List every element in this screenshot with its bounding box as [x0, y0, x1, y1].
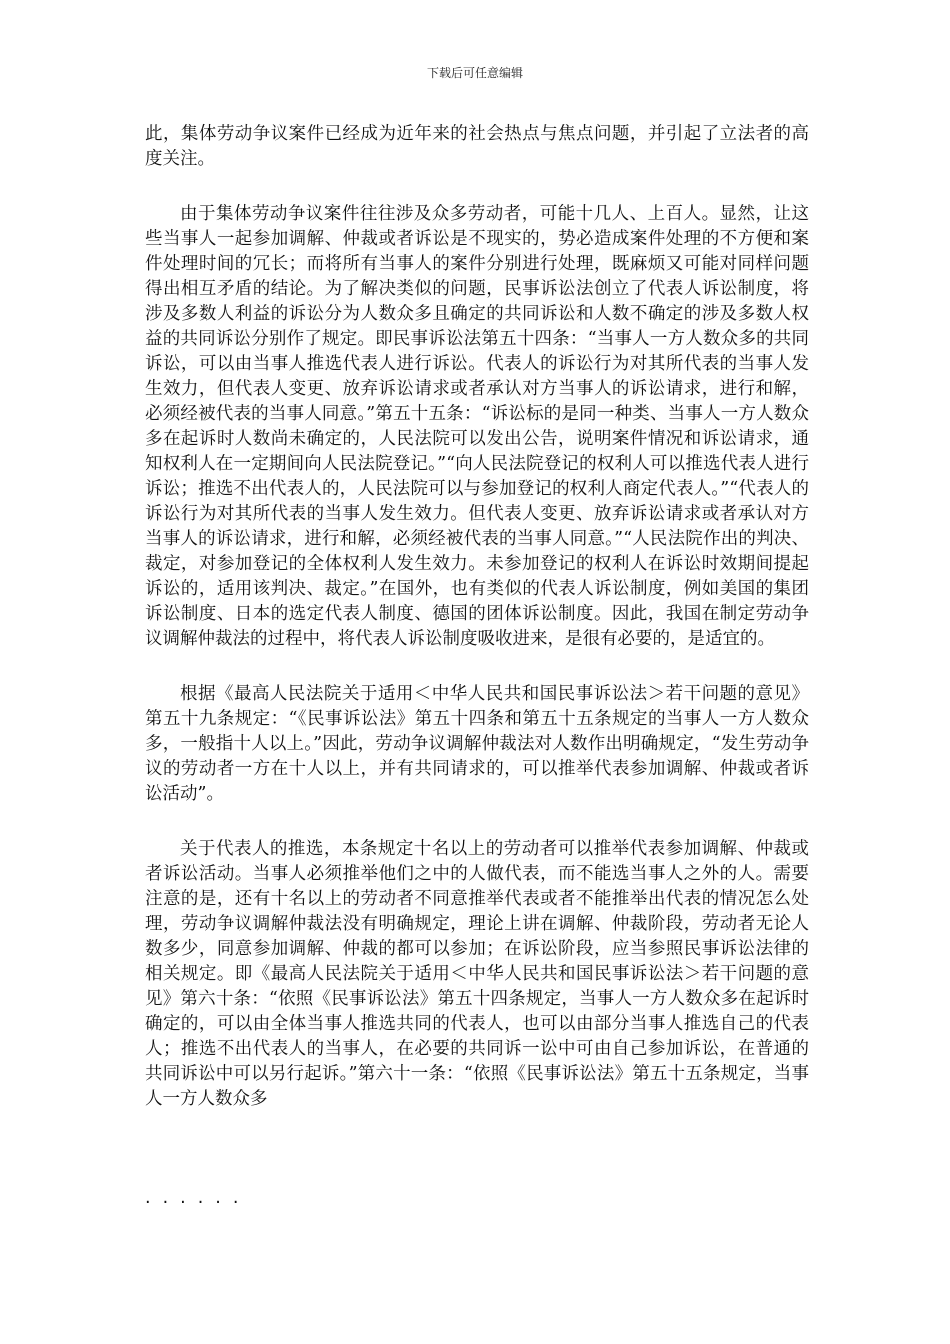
- document-body: [145, 122, 809, 1142]
- page-header-note: 下载后可任意编辑: [426, 66, 523, 80]
- paragraph-4: 关于代表人的推选，本条规定十名以上的劳动者可以推举代表参加调解、仲裁或者诉讼活动。当事人必须推举他们之中的人做代表，而不能选当事人之外的人。需要注意的是，还有十名以上的劳动者不同意推举代表或者不能推举出代表的情况怎么处理，劳动争议调解仲裁法没有明确规定，理论上讲在调解、仲裁阶段，劳动者无论人数多少，同意参加调解、仲裁的都可以参加；在诉讼阶段，应当参照民事诉讼法律的相关规定。即《最高人民法院关于适用＜中华人民共和国民事诉讼法＞若干问题的意见》第六十条：“依照《民事诉讼法》第五十四条规定，当事人一方人数众多在起诉时确定的，可以由全体当事人推选共同的代表人，也可以由部分当事人推选自己的代表人；推选不出代表人的当事人，在必要的共同诉一讼中可由自己参加诉讼，在普通的共同诉讼中可以另行起诉。”第六十一条：“依照《民事诉讼法》第五十五条规定，当事人一方人数众多: [145, 839, 809, 1109]
- paragraph-3: 根据《最高人民法院关于适用＜中华人民共和国民事诉讼法＞若干问题的意见》第五十九条规定：“《民事诉讼法》第五十四条和第五十五条规定的当事人一方人数众多，一般指十人以上。”因此，劳动争议调解仲裁法对人数作出明确规定，“发生劳动争议的劳动者一方在十人以上，并有共同请求的，可以推举代表参加调解、仲裁或者诉讼活动”。: [145, 684, 809, 804]
- paragraph-1: 此，集体劳动争议案件已经成为近年来的社会热点与焦点问题，并引起了立法者的高度关注。: [145, 124, 809, 169]
- continuation-ellipsis: ......: [145, 1188, 251, 1208]
- paragraph-2: 由于集体劳动争议案件往往涉及众多劳动者，可能十几人、上百人。显然，让这些当事人一起参加调解、仲裁或者诉讼是不现实的，势必造成案件处理的不方便和案件处理时间的冗长；而将所有当事人的案件分别进行处理，既麻烦又可能对同样问题得出相互矛盾的结论。为了解决类似的问题，民事诉讼法创立了代表人诉讼制度，将涉及多数人利益的诉讼分为人数众多且确定的共同诉讼和人数不确定的涉及多数人权益的共同诉讼分别作了规定。即民事诉讼法第五十四条：“当事人一方人数众多的共同诉讼，可以由当事人推选代表人进行诉讼。代表人的诉讼行为对其所代表的当事人发生效力，但代表人变更、放弃诉讼请求或者承认对方当事人的诉讼请求，进行和解，必须经被代表的当事人同意。”第五十五条：“诉讼标的是同一种类、当事人一方人数众多在起诉时人数尚未确定的，人民法院可以发出公告，说明案件情况和诉讼请求，通知权利人在一定期间向人民法院登记。”“向人民法院登记的权利人可以推选代表人进行诉讼；推选不出代表人的，人民法院可以与参加登记的权利人商定代表人。”“代表人的诉讼行为对其所代表的当事人发生效力。但代表人变更、放弃诉讼请求或者承认对方当事人的诉讼请求，进行和解，必须经被代表的当事人同意。”“人民法院作出的判决、裁定，对参加登记的全体权利人发生效力。未参加登记的权利人在诉讼时效期间提起诉讼的，适用该判决、裁定。”在国外，也有类似的代表人诉讼制度，例如美国的集团诉讼制度、日本的选定代表人制度、德国的团体诉讼制度。因此，我国在制定劳动争议调解仲裁法的过程中，将代表人诉讼制度吸收进来，是很有必要的，是适宜的。: [145, 204, 809, 649]
